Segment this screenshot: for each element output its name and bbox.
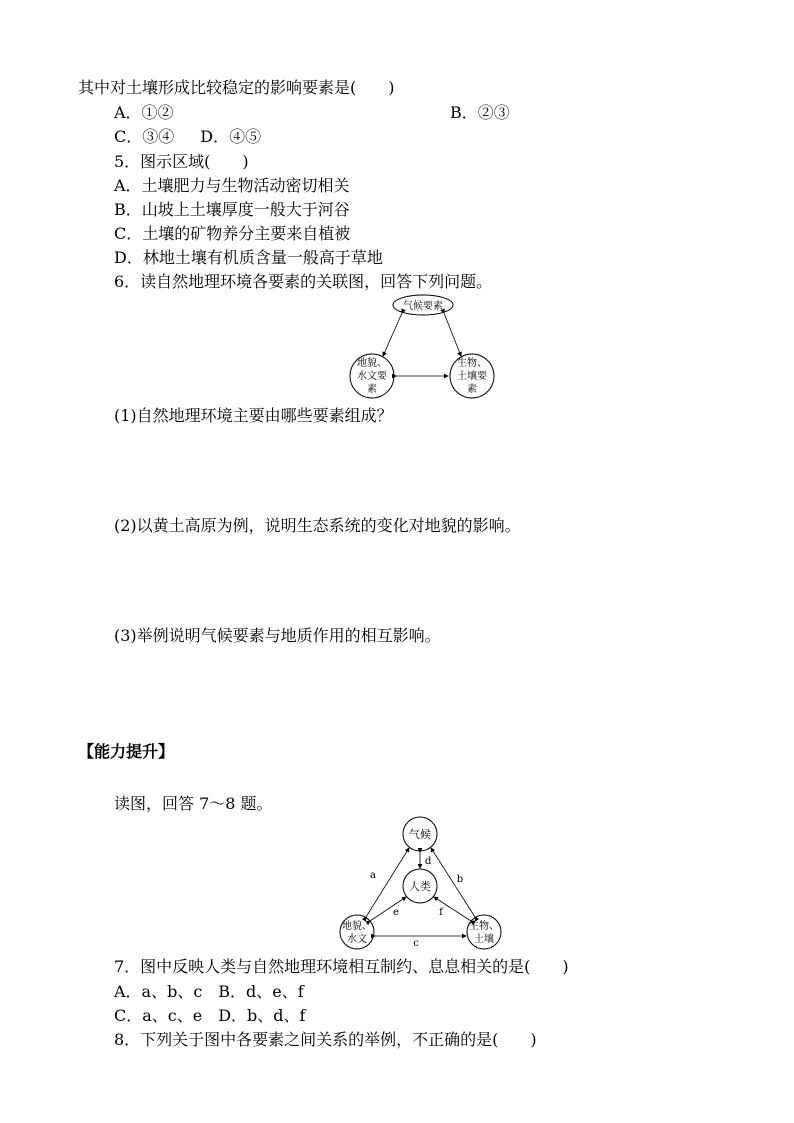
bio-circle-label-2: 土壤 [474, 934, 494, 945]
landform-circle-label-1: 地貌、 [342, 921, 372, 932]
q5-stem: 5．图示区域( ) [114, 152, 249, 171]
arrow-a [366, 848, 409, 917]
arrow-e [370, 897, 406, 921]
q5-option-b: B．山坡上土壤厚度一般大于河谷 [114, 200, 350, 219]
q6-sub2: (2)以黄土高原为例，说明生态系统的变化对地貌的影响。 [114, 516, 521, 535]
q4-option-b: B．②③ [450, 103, 510, 122]
bio-soil-node-label-2: 土壤要 [457, 371, 487, 382]
section-title: 【能力提升】 [78, 742, 175, 761]
arrow-climate-landform [383, 313, 402, 356]
arrow-b-label: b [456, 874, 464, 885]
q4-options-row2 [114, 127, 261, 147]
arrow-climate-bio [444, 313, 461, 356]
bio-soil-node-label-1: 生物、 [457, 358, 487, 369]
arrow-b [431, 848, 475, 917]
intro-text: 读图，回答 7～8 题。 [114, 794, 273, 813]
q8-stem: 8．下列关于图中各要素之间关系的举例，不正确的是( ) [114, 1030, 537, 1049]
q7-stem: 7．图中反映人类与自然地理环境相互制约、息息相关的是( ) [114, 957, 569, 976]
landform-node-label-3: 素 [367, 384, 377, 395]
q5-option-c: C．土壤的矿物养分主要来自植被 [114, 224, 351, 243]
q5-option-a: A．土壤肥力与生物活动密切相关 [114, 176, 350, 195]
arrow-d-label: d [425, 856, 432, 867]
landform-circle-label-2: 水文 [347, 934, 367, 945]
q4-stem: 其中对土壤形成比较稳定的影响要素是( ) [78, 78, 395, 97]
q6-sub1: (1)自然地理环境主要由哪些要素组成？ [114, 406, 393, 425]
bio-soil-node-label-3: 素 [467, 384, 477, 395]
climate-node-label: 气候要素 [403, 301, 443, 312]
q7-options-cd: C．a、c、e D．b、d、f [114, 1006, 306, 1025]
climate-circle-label: 气候 [409, 828, 431, 841]
arrow-f-label: f [439, 907, 443, 918]
arrow-c-label: c [413, 938, 419, 949]
landform-node-label-2: 水文要 [357, 371, 387, 382]
human-circle-label: 人类 [409, 880, 431, 893]
q4-option-c: C．③④ [114, 127, 175, 146]
q4-option-d: D．④⑤ [200, 127, 262, 146]
q6-sub3: (3)举例说明气候要素与地质作用的相互影响。 [114, 626, 441, 645]
arrow-a-label: a [370, 870, 376, 881]
q7-options-ab: A．a、b、c B．d、e、f [114, 982, 304, 1001]
q4-option-a: A．①② [114, 103, 174, 122]
q6-stem: 6．读自然地理环境各要素的关联图，回答下列问题。 [114, 272, 493, 291]
arrow-e-label: e [393, 907, 399, 918]
q5-option-d: D．林地土壤有机质含量一般高于草地 [114, 248, 383, 267]
bio-circle-label-1: 生物、 [469, 921, 499, 932]
landform-node-label-1: 地貌、 [357, 358, 387, 369]
q4-options-row1 [114, 103, 514, 123]
human-environment-diagram [330, 814, 515, 954]
q6-relationship-diagram [338, 293, 508, 403]
